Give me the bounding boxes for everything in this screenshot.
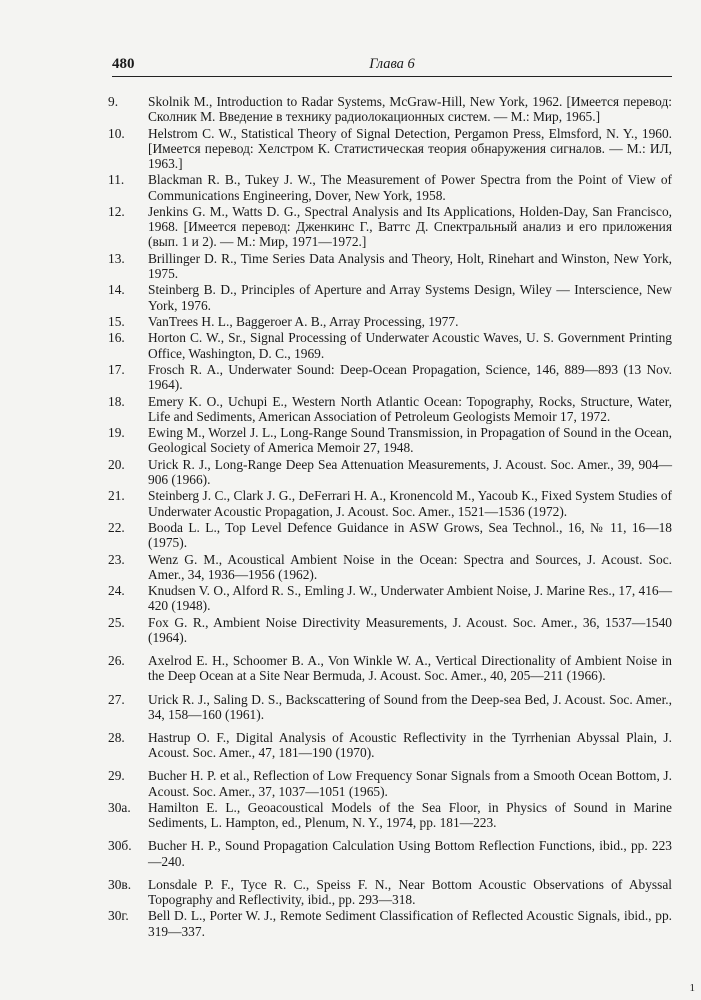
reference-29 [108, 768, 672, 798]
reference-text: Emery K. O., Uchupi E., Western North Atlantic Ocean: Topography, Rocks, Structure, Water, Life and Sediments, American Association of Petroleum Geologists Memoir 17, 1972. [148, 393, 672, 424]
reference-text: VanTrees H. L., Baggeroer A. B., Array Processing, 1977. [148, 313, 459, 329]
page-number: 480 [112, 56, 135, 72]
reference-text: Skolnik M., Introduction to Radar Systems, McGraw-Hill, New York, 1962. [Имеется перевод: Сколник М. Введение в технику радиолокационных систем. — М.: Мир, 1965.] [148, 94, 672, 125]
reference-11 [108, 172, 672, 202]
reference-text: Urick R. J., Long-Range Deep Sea Attenuation Measurements, J. Acoust. Soc. Amer., 39, 904—906 (1966). [148, 456, 672, 487]
reference-text: Booda L. L., Top Level Defence Guidance in ASW Grows, Sea Technol., 16, № 11, 16—18 (1975). [148, 519, 672, 551]
reference-24 [108, 583, 672, 613]
reference-text: Helstrom C. W., Statistical Theory of Signal Detection, Pergamon Press, Elmsford, N. Y., 1960. [Имеется перевод: Хелстром К. Статистическая теория обнаружения сигналов. — М.: ИЛ, 1963.] [148, 125, 672, 171]
reference-27 [108, 692, 672, 722]
reference-number: 17. [108, 361, 125, 377]
reference-14 [108, 282, 672, 312]
reference-26 [108, 653, 672, 683]
reference-15 [108, 314, 672, 329]
reference-28 [108, 730, 672, 760]
reference-number: 18. [108, 393, 125, 409]
reference-text: Horton C. W., Sr., Signal Processing of Underwater Acoustic Waves, U. S. Government Printing Office, Washington, D. C., 1969. [148, 330, 672, 361]
reference-number: 26. [108, 653, 125, 669]
reference-number: 13. [108, 250, 125, 266]
reference-12 [108, 204, 672, 250]
reference-25 [108, 615, 672, 645]
reference-text: Wenz G. M., Acoustical Ambient Noise in the Ocean: Spectra and Sources, J. Acoust. Soc. Amer., 34, 1936—1956 (1962). [148, 551, 672, 582]
reference-text: Bucher H. P., Sound Propagation Calculation Using Bottom Reflection Functions, ibid., pp. 223—240. [148, 838, 672, 869]
reference-10 [108, 126, 672, 172]
reference-number: 30б. [108, 838, 132, 854]
reference-number: 12. [108, 203, 125, 219]
reference-text: Fox G. R., Ambient Noise Directivity Measurements, J. Acoust. Soc. Amer., 36, 1537—1540 (1964). [148, 614, 672, 645]
reference-text: Bell D. L., Porter W. J., Remote Sediment Classification of Reflected Acoustic Signals, ibid., pp. 319—337. [148, 908, 672, 939]
reference-number: 29. [108, 768, 125, 784]
reference-text: Urick R. J., Saling D. S., Backscattering of Sound from the Deep-sea Bed, J. Acoust. Soc. Amer., 34, 158—160 (1961). [148, 691, 672, 722]
reference-text: Ewing M., Worzel J. L., Long-Range Sound Transmission, in Propagation of Sound in the Ocean, Geological Society of America Memoir 27, 1948. [148, 425, 672, 456]
reference-number: 30в. [108, 876, 132, 892]
reference-list [108, 94, 672, 940]
reference-30b [108, 838, 672, 868]
reference-text: Axelrod E. H., Schoomer B. A., Von Winkle W. A., Vertical Directionality of Ambient Noise in the Deep Ocean at a Site Near Bermuda, J. Acoust. Soc. Amer., 40, 205—211 (1966). [148, 653, 672, 684]
reference-text: Knudsen V. O., Alford R. S., Emling J. W., Underwater Ambient Noise, J. Marine Res., 17, 416—420 (1948). [148, 583, 672, 614]
reference-number: 19. [108, 425, 125, 441]
reference-text: Jenkins G. M., Watts D. G., Spectral Analysis and Its Applications, Holden-Day, San Francisco, 1968. [Имеется перевод: Дженкинс Г., Ваттс Д. Спектральный анализ и его приложения (вып. 1 и 2). — М.: Мир, 1971—1972.] [148, 203, 672, 250]
reference-number: 10. [108, 125, 125, 141]
reference-number: 27. [108, 691, 125, 707]
reference-text: Hamilton E. L., Geoacoustical Models of the Sea Floor, in Physics of Sound in Marine Sediments, L. Hampton, ed., Plenum, N. Y., 1974, pp. 181—223. [148, 799, 672, 831]
reference-text: Hastrup O. F., Digital Analysis of Acoustic Reflectivity in the Tyrrhenian Abyssal Plain, J. Acoust. Soc. Amer., 47, 181—190 (1970). [148, 729, 672, 761]
reference-18 [108, 394, 672, 424]
reference-number: 20. [108, 456, 125, 472]
reference-21 [108, 488, 672, 518]
reference-16 [108, 330, 672, 360]
reference-13 [108, 251, 672, 281]
reference-number: 16. [108, 330, 125, 346]
reference-number: 30г. [108, 908, 129, 924]
reference-text: Steinberg J. C., Clark J. G., DeFerrari H. A., Kronencold M., Yacoub K., Fixed System Studies of Underwater Acoustic Propagation, J. Acoust. Soc. Amer., 1521—1536 (1972). [148, 488, 672, 519]
reference-number: 11. [108, 172, 125, 188]
reference-number: 23. [108, 551, 125, 567]
reference-number: 15. [108, 313, 125, 329]
reference-number: 25. [108, 614, 125, 630]
page-header [112, 56, 672, 77]
reference-number: 30a. [108, 799, 131, 815]
reference-text: Blackman R. B., Tukey J. W., The Measurement of Power Spectra from the Point of View of Communications Engineering, Dover, New York, 1958. [148, 172, 672, 203]
reference-number: 28. [108, 729, 125, 745]
reference-30g [108, 908, 672, 938]
reference-text: Frosch R. A., Underwater Sound: Deep-Ocean Propagation, Science, 146, 889—893 (13 Nov. 1964). [148, 361, 672, 393]
reference-text: Steinberg B. D., Principles of Aperture and Array Systems Design, Wiley — Interscience, New York, 1976. [148, 282, 672, 313]
reference-text: Lonsdale P. F., Tyce R. C., Speiss F. N., Near Bottom Acoustic Observations of Abyssal Topography and Reflectivity, ibid., pp. 293—318. [148, 876, 672, 907]
corner-mark: 1 [689, 982, 695, 994]
reference-number: 24. [108, 583, 125, 599]
reference-number: 22. [108, 519, 125, 535]
reference-number: 14. [108, 282, 125, 298]
reference-17 [108, 362, 672, 392]
reference-23 [108, 552, 672, 582]
reference-text: Bucher H. P. et al., Reflection of Low Frequency Sonar Signals from a Smooth Ocean Bottom, J. Acoust. Soc. Amer., 37, 1037—1051 (1965). [148, 768, 672, 799]
reference-20 [108, 457, 672, 487]
reference-text: Brillinger D. R., Time Series Data Analysis and Theory, Holt, Rinehart and Winston, New York, 1975. [148, 250, 672, 281]
reference-9 [108, 94, 672, 124]
chapter-title: Глава 6 [369, 56, 415, 72]
reference-19 [108, 425, 672, 455]
reference-22 [108, 520, 672, 550]
reference-30a [108, 800, 672, 830]
reference-number: 9. [108, 94, 119, 109]
reference-number: 21. [108, 488, 125, 504]
reference-30v [108, 877, 672, 907]
